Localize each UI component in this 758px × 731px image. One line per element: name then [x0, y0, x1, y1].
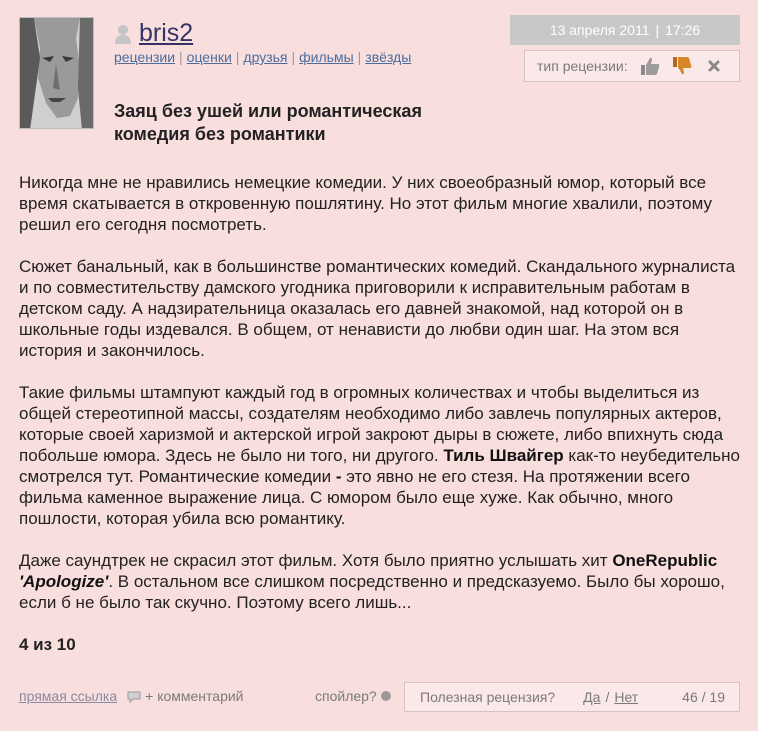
review-paragraph-2: Сюжет банальный, как в большинстве романтических комедий. Скандального журналиста и по совместительству дамского угодника приговорили к исправительным работам в детском саду. А надзирательница оказалась его давней знакомой, над которой он в школьные годы издевался. В общем, от ненависти до любви один шаг. На этом вся история и закончилось.	[19, 257, 736, 360]
p4-text-b: . В остальном все слишком посредственно и предсказуемо. Было бы хорошо, если б не было так скучно. Поэтому всего лишь...	[19, 572, 725, 612]
helpful-separator: /	[605, 689, 610, 705]
helpful-question: Полезная рецензия?	[420, 689, 556, 705]
song-name: 'Apologize'	[19, 572, 109, 591]
count-separator: /	[701, 689, 710, 705]
footer-links	[19, 688, 244, 704]
spoiler-toggle[interactable]	[315, 688, 391, 704]
review-type-box	[524, 50, 740, 82]
time-text: 17:26	[665, 22, 701, 38]
user-header	[114, 20, 193, 46]
thumbs-up-icon[interactable]	[638, 54, 662, 78]
nav-films[interactable]: фильмы	[299, 49, 354, 65]
p3-text-a: Такие фильмы штампуют каждый год в огромных количествах и чтобы выделиться из общей стереотипной массы, создателям необходимо либо завлечь популярных актеров, которые своей харизмой и актерской игрой закроют дыры в сюжете, либо впихнуть сюда побольше юмора. Здесь не было ни того, ни другого.	[19, 383, 724, 465]
helpful-yes-link[interactable]: Да	[583, 689, 601, 705]
yes-count: 46	[682, 689, 698, 705]
date-text: 13 апреля 2011	[549, 22, 650, 38]
helpful-box	[404, 682, 740, 712]
no-count: 19	[709, 689, 725, 705]
user-icon	[114, 22, 133, 44]
spoiler-dot-icon[interactable]	[381, 691, 391, 701]
p3-text-b: как-то неубедительно смотрелся тут. Романтические комедии	[19, 446, 741, 486]
review-paragraph-4	[19, 550, 741, 613]
review-title: Заяц без ушей или романтическая комедия без романтики	[114, 101, 422, 144]
thumbs-down-icon[interactable]	[670, 54, 694, 78]
helpful-no-link[interactable]: Нет	[614, 689, 639, 705]
username-link[interactable]: bris2	[139, 19, 194, 47]
nav-ratings[interactable]: оценки	[186, 49, 232, 65]
nav-stars[interactable]: звёзды	[365, 49, 412, 65]
p3-dash: -	[335, 467, 342, 486]
review-score: 4 из 10	[19, 635, 76, 654]
actor-name: Тиль Швайгер	[443, 446, 564, 465]
review-body	[19, 172, 741, 676]
review-paragraph-3	[19, 382, 741, 529]
neutral-x-icon[interactable]	[702, 54, 726, 78]
review-date	[510, 15, 740, 45]
p3-text-c: это явно не его стезя. На протяжении всего фильма каменное выражение лица. С юмором было еще хуже. Как обычно, много пошлости, которая убила всю романтику.	[19, 467, 690, 528]
spoiler-label: спойлер?	[315, 688, 377, 704]
user-avatar[interactable]	[19, 17, 94, 129]
comment-bubble-icon	[127, 690, 141, 702]
review-paragraph-1: Никогда мне не нравились немецкие комедии. У них своеобразный юмор, который все время скатывается в откровенную пошлятину. Но этот фильм многие хвалили, поэтому решил его сегодня посмотреть.	[19, 173, 712, 234]
user-subnav: рецензии | оценки | друзья | фильмы | звёзды	[114, 49, 412, 65]
helpful-counts	[682, 689, 725, 705]
add-comment-link[interactable]: + комментарий	[145, 688, 244, 704]
nav-friends[interactable]: друзья	[243, 49, 288, 65]
band-name: OneRepublic	[612, 551, 718, 570]
p4-text-a: Даже саундтрек не скрасил этот фильм. Хотя было приятно услышать хит	[19, 551, 613, 570]
date-separator: |	[655, 22, 660, 38]
nav-reviews[interactable]: рецензии	[114, 49, 176, 65]
review-type-label: тип рецензии:	[537, 58, 628, 74]
direct-link[interactable]: прямая ссылка	[19, 688, 118, 704]
